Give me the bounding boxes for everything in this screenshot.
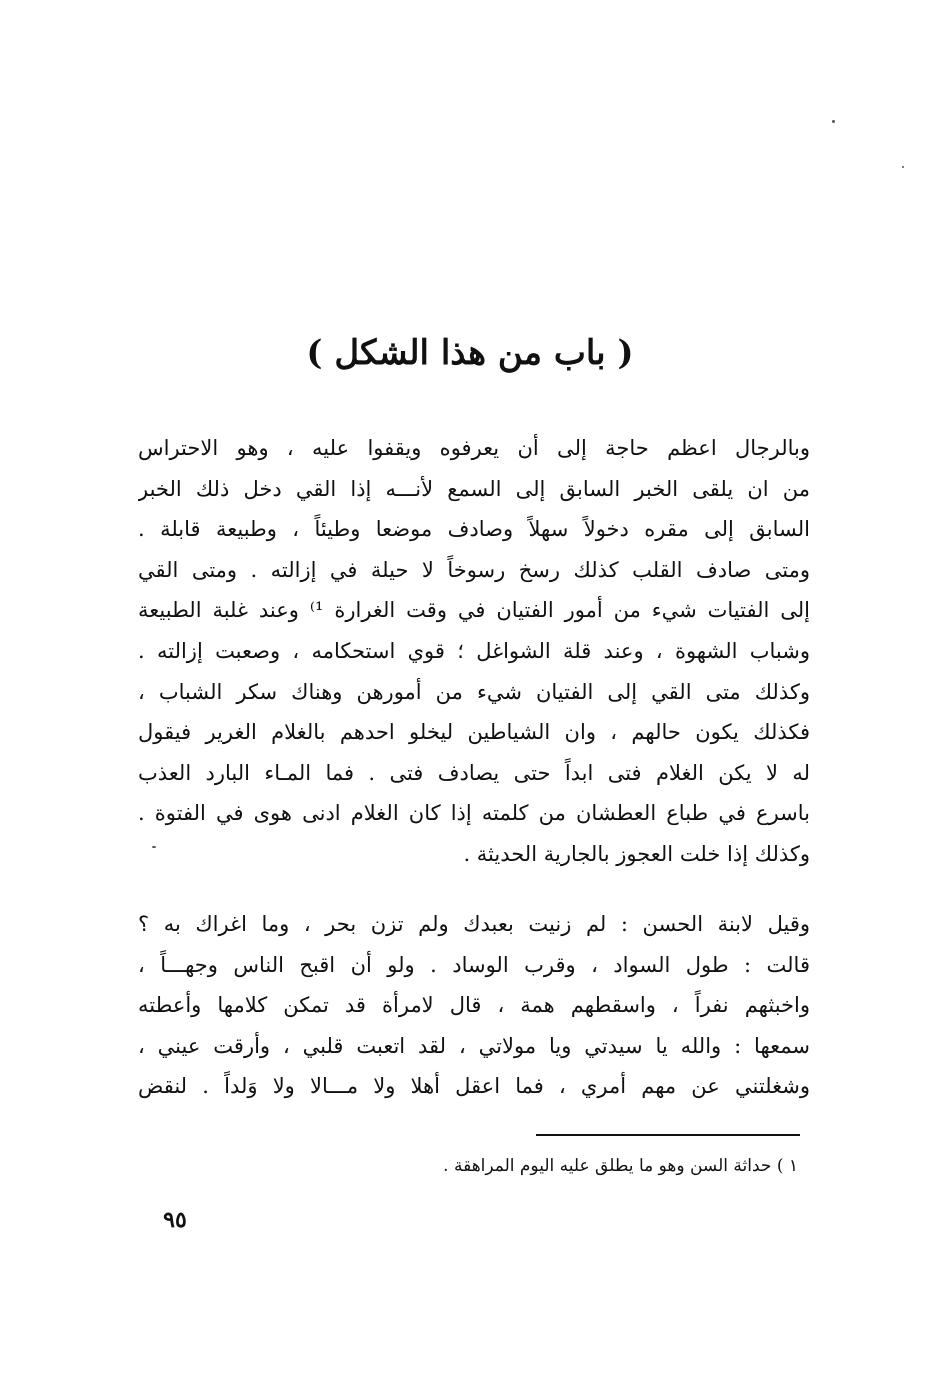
text-line: له لا يكن الغلام فتى ابداً حتى يصادف فتى . فما المـاء البارد العذب — [138, 760, 810, 785]
text-line: وشغلتني عن مهم أمري ، فما اعقل أهلا ولا مـــالا ولا وَلداً . لنقض — [138, 1074, 810, 1099]
footnote: ١ ) حداثة السن وهو ما يطلق عليه اليوم المراهقة . — [443, 1156, 798, 1176]
text-line: إلى الفتيات شيء من أمور الفتيان في وقت الغرارة ¹⁾ وعند غلبة الطبيعة — [138, 598, 810, 623]
text-line: باسرع في طباع العطشان من كلمته إذا كان الغلام ادنى هوى في الفتوة . — [138, 801, 810, 826]
text-line: وبالرجال اعظم حاجة إلى أن يعرفوه ويقفوا عليه ، وهو الاحتراس — [138, 436, 810, 460]
text-line: وقيل لابنة الحسن : لم زنيت بعبدك ولم تزن بحر ، وما اغراك به ؟ — [138, 912, 810, 936]
text-line: من ان يلقى الخبر السابق إلى السمع لأنـــه إذا القي دخل ذلك الخبر — [138, 476, 810, 501]
text-line: واخبثهم نفراً ، واسقطهم همة ، قال لامرأة قد تمكن كلامها وأعطته — [138, 993, 810, 1018]
paragraph-2 — [138, 904, 810, 1107]
text-line: وكذلك متى القي إلى الفتيان شيء من أمورهن وهناك سكر الشباب ، — [138, 679, 810, 704]
scan-speck — [832, 120, 835, 123]
text-line: سمعها : والله يا سيدتي ويا مولاتي ، لقد اتعبت قلبي ، وأرقت عيني ، — [138, 1033, 810, 1058]
text-line: وشباب الشهوة ، وعند قلة الشواغل ؛ قوي استحكامه ، وصعبت إزالته . — [138, 638, 810, 663]
text-line: وكذلك إذا خلت العجوز بالجارية الحديثة . — [463, 841, 810, 866]
scan-speck — [902, 166, 904, 168]
paragraph-1 — [138, 428, 810, 875]
text-line: السابق إلى مقره دخولاً سهلاً وصادف موضعا وطيئاً ، وطبيعة قابلة . — [138, 517, 810, 542]
chapter-title: ( باب من هذا الشكل ) — [306, 333, 634, 373]
text-line: ومتى صادف القلب كذلك رسخ رسوخاً لا حيلة في إزالته . ومتى القي — [138, 557, 810, 582]
footnote-divider — [536, 1134, 800, 1136]
text-line: قالت : طول السواد ، وقرب الوساد . ولو أن اقبح الناس وجهـــاً ، — [138, 952, 810, 977]
text-line: فكذلك يكون حالهم ، وان الشياطين ليخلو احدهم بالغلام الغرير فيقول — [138, 720, 810, 745]
page-number: ٩٥ — [163, 1207, 187, 1233]
